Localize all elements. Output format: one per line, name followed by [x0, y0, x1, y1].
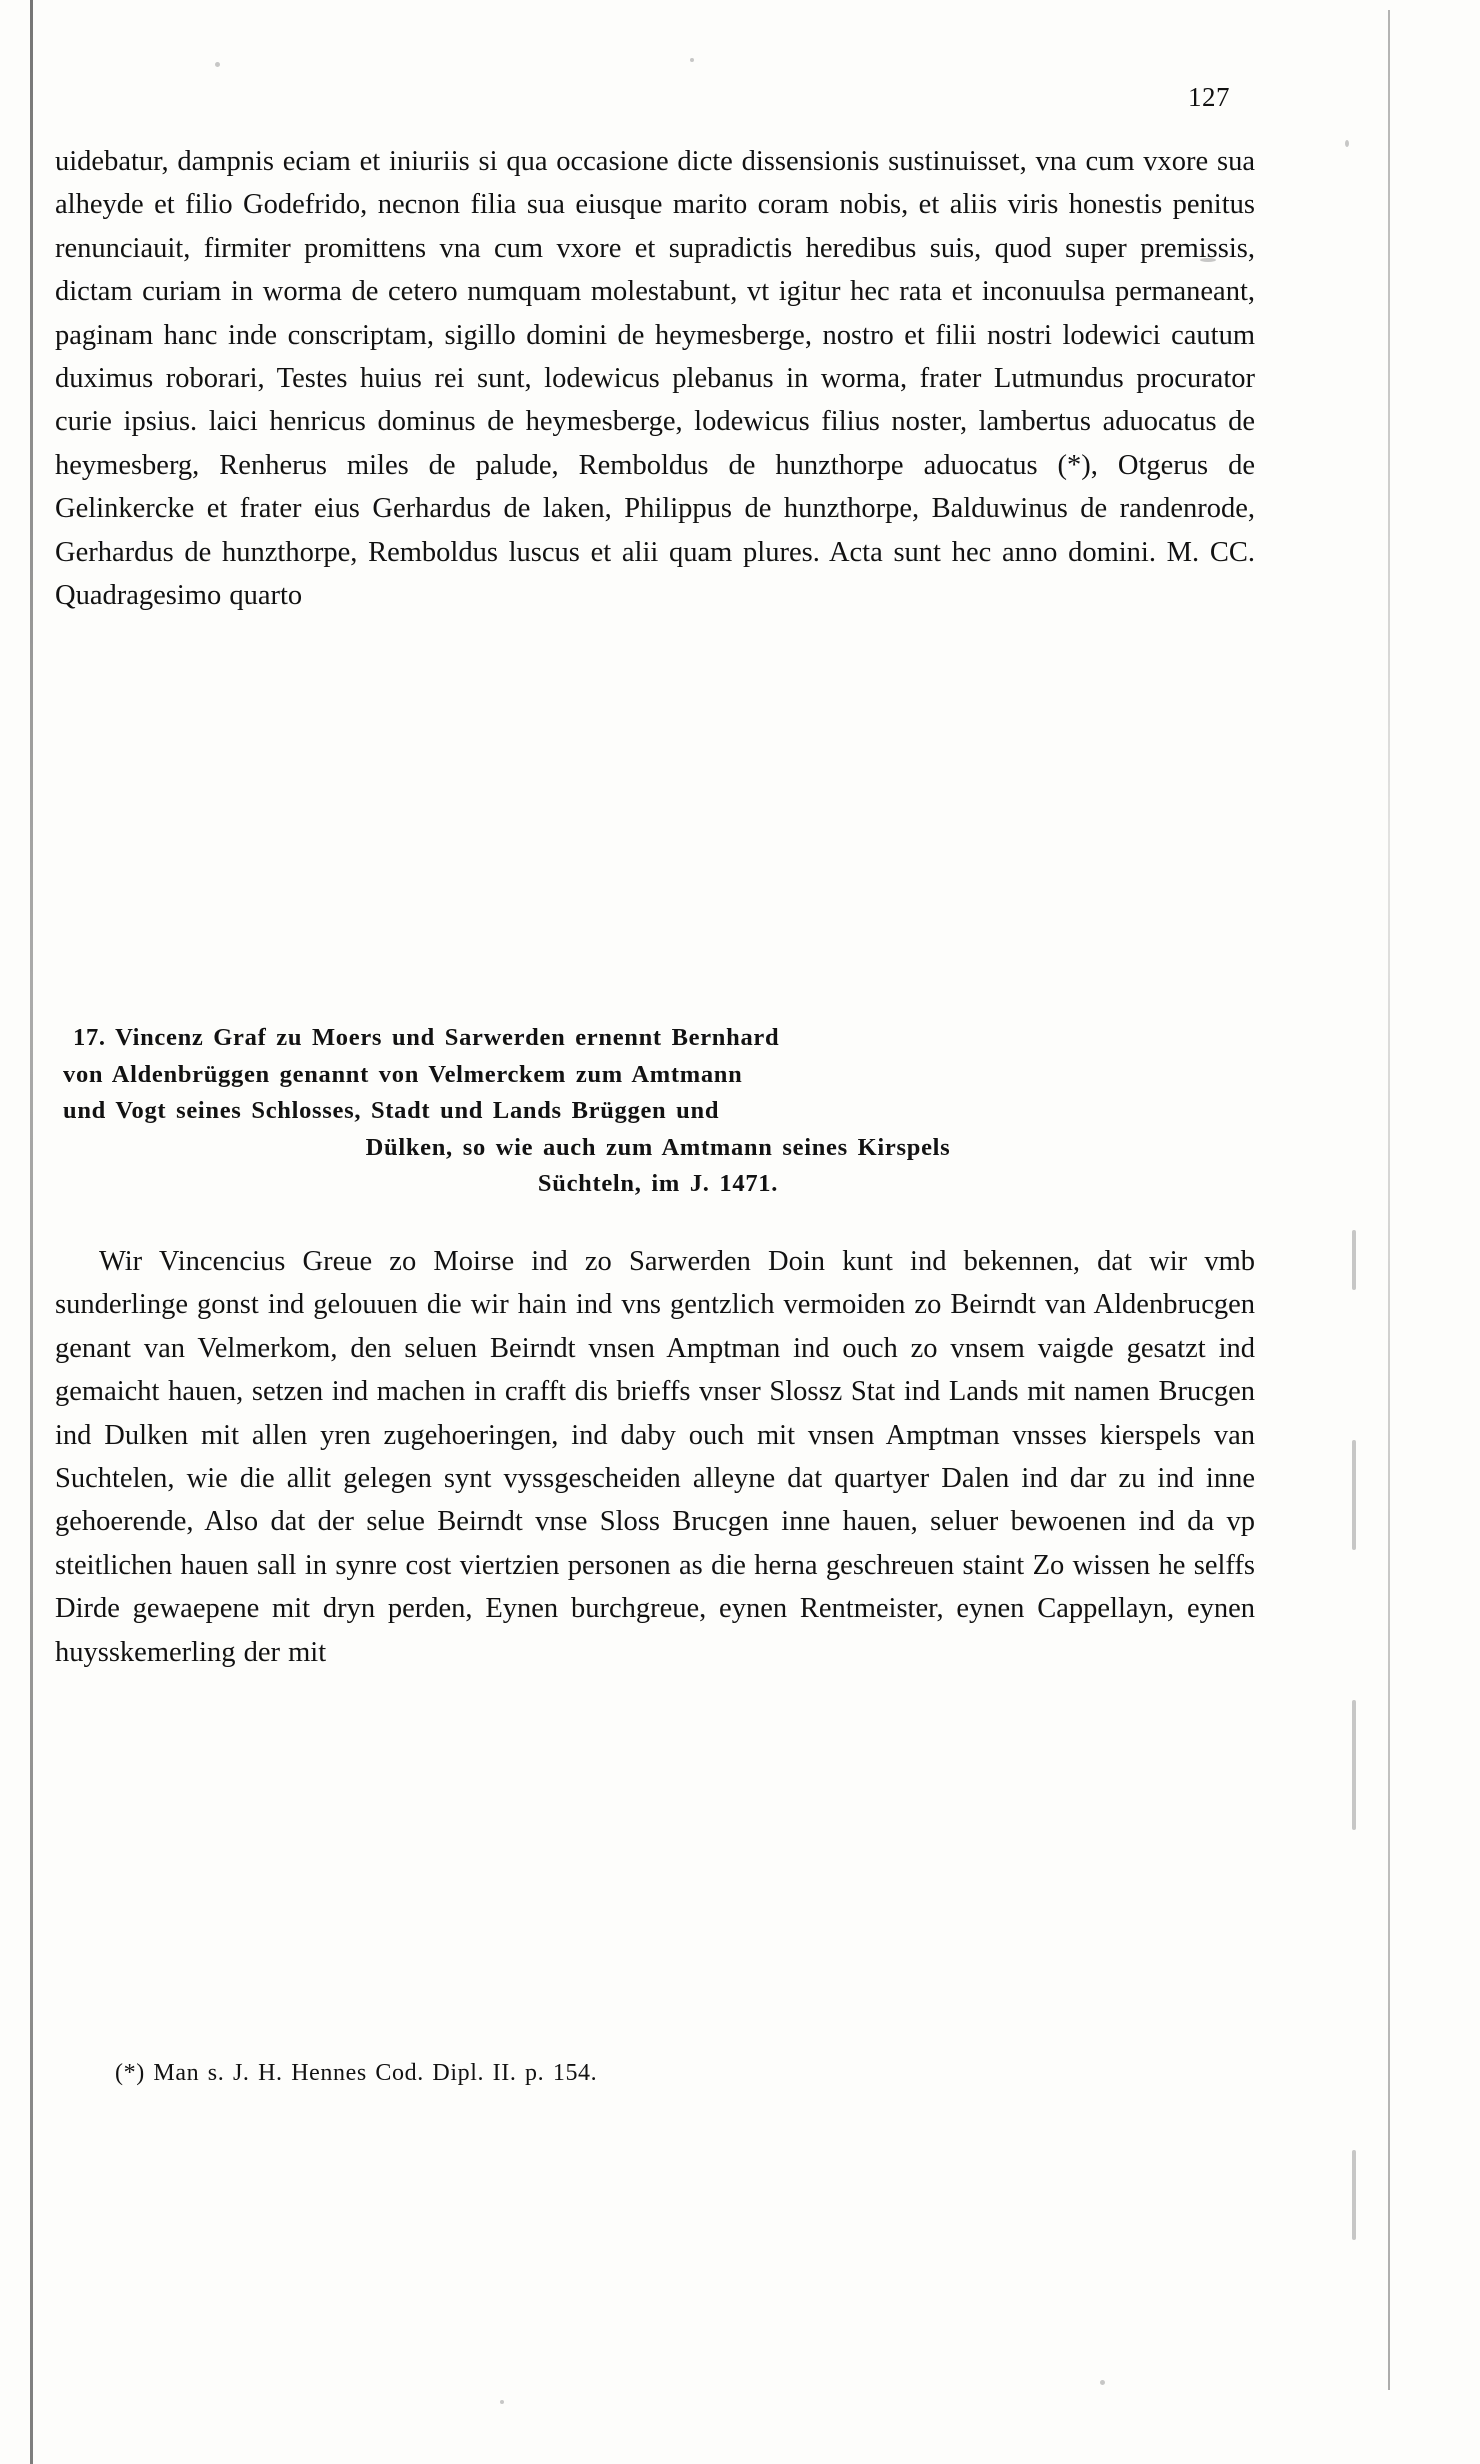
section-heading-line-2: von Aldenbrüggen genannt von Velmerckem zum Amtmann	[63, 1060, 743, 1088]
page-content	[55, 0, 1365, 2464]
latin-paragraph-block	[55, 140, 1255, 617]
folio-number: 127	[1188, 82, 1230, 112]
section-heading-line-5: Süchteln, im J. 1471.	[537, 1170, 779, 1197]
footnote-text: Man s. J. H. Hennes Cod. Dipl. II. p. 154.	[153, 2060, 598, 2086]
footnote-marker: (*)	[115, 2060, 145, 2086]
section-heading-line-3: und Vogt seines Schlosses, Stadt und Lands Brüggen und	[63, 1097, 720, 1124]
german-paragraph-block	[55, 1240, 1255, 1674]
footnote	[115, 2060, 597, 2087]
german-paragraph: Wir Vincencius Greue zo Moirse ind zo Sarwerden Doin kunt ind bekennen, dat wir vmb sunderlinge gonst ind gelouuen die wir hain ind vns gentzlich vermoiden zo Beirndt van Aldenbrucgen genant van Velmerkom, den seluen Beirndt vnsen Amptman ind ouch zo vnsem vaigde gesatzt ind gemaicht hauen, setzen ind machen in crafft dis brieffs vnser Slossz Stat ind Lands mit namen Brucgen ind Dulken mit allen yren zugehoeringen, ind daby ouch mit vnsen Amptman vnsses kierspels van Suchtelen, wie die allit gelegen synt vyssgescheiden alleyne dat quartyer Dalen ind dar zu ind inne gehoerende, Also dat der selue Beirndt vnse Sloss Brucgen inne hauen, seluer bewoenen ind da vp steitlichen hauen sall in synre cost viertzien personen as die herna geschreuen staint Zo wissen he selffs Dirde gewaepene mit dryn perden, Eynen burchgreue, eynen Rentmeister, eynen Cappellayn, eynen huysskemerling der mit	[55, 1246, 1255, 1668]
page-left-edge-artifact	[30, 0, 33, 2464]
section-heading	[63, 1020, 1253, 1203]
latin-paragraph: uidebatur, dampnis eciam et iniuriis si qua occasione dicte dissensionis sustinuisset, vna cum vxore sua alheyde et filio Godefrido, necnon filia sua eiusque marito coram nobis, et aliis viris honestis penitus renunciauit, firmiter promittens vna cum vxore et supradictis heredibus suis, quod super premissis, dictam curiam in worma de cetero numquam molestabunt, vt igitur hec rata et inconuulsa permaneant, paginam hanc inde conscriptam, sigillo domini de heymesberge, nostro et filii nostri lodewici cautum duximus roborari, Testes huius rei sunt, lodewicus plebanus in worma, frater Lutmundus procurator curie ipsius. laici henricus dominus de heymesberge, lodewicus filius noster, lambertus aduocatus de heymesberg, Renherus miles de palude, Remboldus de hunzthorpe aduocatus (*), Otgerus de Gelinkercke et frater eius Gerhardus de laken, Philippus de hunzthorpe, Balduwinus de randenrode, Gerhardus de hunzthorpe, Remboldus luscus et alii quam plures. Acta sunt hec anno domini. M. CC. Quadragesimo quarto	[55, 146, 1255, 612]
page-right-edge-artifact	[1388, 10, 1390, 2390]
section-heading-line-1: 17. Vincenz Graf zu Moers und Sarwerden ernennt Bernhard	[73, 1024, 780, 1051]
section-heading-line-4: Dülken, so wie auch zum Amtmann seines Kirspels	[365, 1133, 951, 1161]
